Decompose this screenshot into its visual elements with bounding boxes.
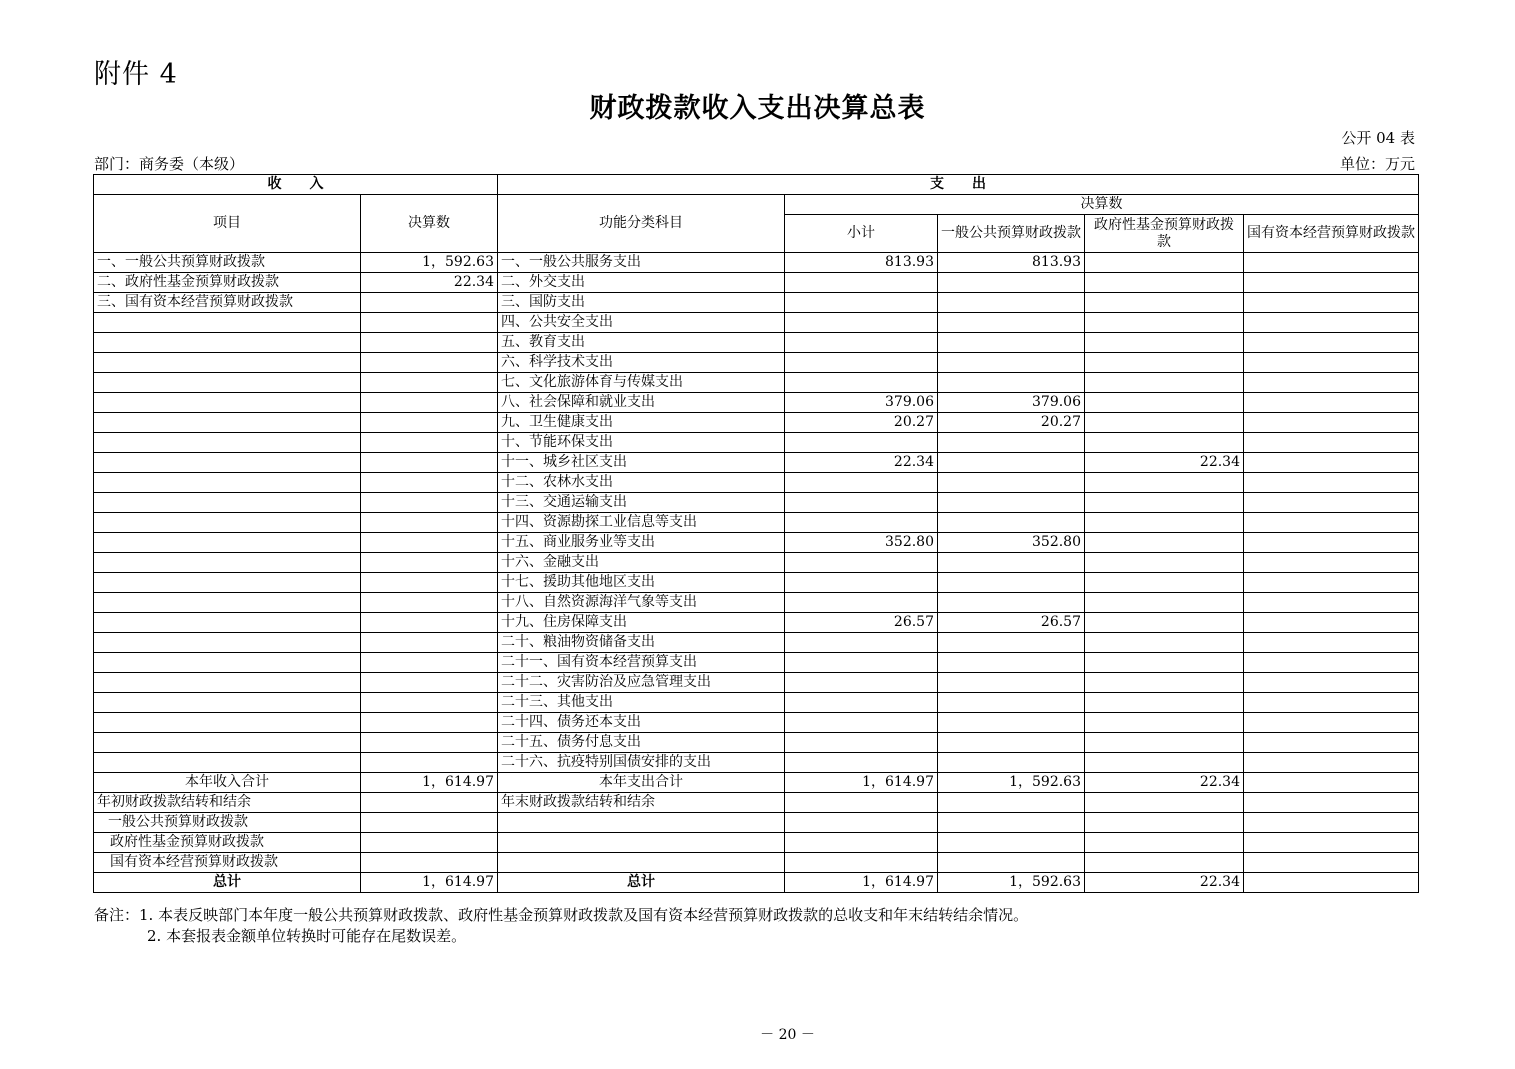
fund-budget-cell xyxy=(1085,413,1244,433)
subtotal-header: 小计 xyxy=(785,215,938,253)
general-budget-cell xyxy=(938,673,1085,693)
general-budget-cell xyxy=(938,373,1085,393)
carry-item-row xyxy=(94,853,1419,873)
state-capital-cell xyxy=(1244,393,1419,413)
income-amount-cell xyxy=(361,613,498,633)
income-item-cell xyxy=(94,693,361,713)
carry-income-amount xyxy=(361,793,498,813)
table-row xyxy=(94,473,1419,493)
table-row xyxy=(94,333,1419,353)
subtotal-cell xyxy=(785,573,938,593)
carry-item-subtotal xyxy=(785,813,938,833)
expense-item-cell: 十、节能环保支出 xyxy=(498,433,785,453)
general-budget-cell xyxy=(938,353,1085,373)
expense-item-cell: 二十二、灾害防治及应急管理支出 xyxy=(498,673,785,693)
carry-item-label: 政府性基金预算财政拨款 xyxy=(94,833,361,853)
grand-expense-total-label: 总计 xyxy=(498,873,785,893)
budget-table xyxy=(93,174,1419,893)
income-item-cell: 三、国有资本经营预算财政拨款 xyxy=(94,293,361,313)
income-amount-cell xyxy=(361,433,498,453)
fund-budget-header: 政府性基金预算财政拨款 xyxy=(1085,215,1244,253)
state-capital-cell xyxy=(1244,433,1419,453)
carry-item-state xyxy=(1244,853,1419,873)
income-amount-cell xyxy=(361,353,498,373)
subtotal-cell xyxy=(785,373,938,393)
expense-item-cell: 二十四、债务还本支出 xyxy=(498,713,785,733)
general-budget-cell xyxy=(938,753,1085,773)
carry-item-subtotal xyxy=(785,833,938,853)
income-amount-cell xyxy=(361,553,498,573)
fund-budget-cell xyxy=(1085,313,1244,333)
subtotal-cell xyxy=(785,653,938,673)
income-item-cell xyxy=(94,753,361,773)
subtotal-cell: 813.93 xyxy=(785,253,938,273)
income-item-cell xyxy=(94,733,361,753)
income-item-cell xyxy=(94,713,361,733)
carry-item-expense xyxy=(498,853,785,873)
attachment-label: 附件 4 xyxy=(94,59,178,90)
income-item-cell xyxy=(94,633,361,653)
income-item-cell xyxy=(94,313,361,333)
fund-budget-cell xyxy=(1085,733,1244,753)
income-amount-cell xyxy=(361,593,498,613)
income-amount-cell xyxy=(361,413,498,433)
state-capital-cell xyxy=(1244,513,1419,533)
expense-item-cell: 一、一般公共服务支出 xyxy=(498,253,785,273)
general-budget-cell xyxy=(938,493,1085,513)
fund-budget-cell: 22.34 xyxy=(1085,453,1244,473)
expense-item-cell: 八、社会保障和就业支出 xyxy=(498,393,785,413)
general-budget-cell: 379.06 xyxy=(938,393,1085,413)
expense-item-cell: 二十一、国有资本经营预算支出 xyxy=(498,653,785,673)
expense-item-cell: 二十三、其他支出 xyxy=(498,693,785,713)
expense-group-header: 支 出 xyxy=(498,175,1419,195)
carry-item-label: 一般公共预算财政拨款 xyxy=(94,813,361,833)
subtotal-cell xyxy=(785,713,938,733)
header-row-1 xyxy=(94,175,1419,195)
expense-item-cell: 二、外交支出 xyxy=(498,273,785,293)
carry-fund xyxy=(1085,793,1244,813)
year-subtotal-total: 1，614.97 xyxy=(785,773,938,793)
general-budget-cell xyxy=(938,313,1085,333)
fund-budget-cell xyxy=(1085,333,1244,353)
state-capital-cell xyxy=(1244,653,1419,673)
page-title: 财政拨款收入支出决算总表 xyxy=(589,93,926,124)
grand-income-total-amount: 1，614.97 xyxy=(361,873,498,893)
subtotal-cell: 20.27 xyxy=(785,413,938,433)
carry-item-expense xyxy=(498,813,785,833)
income-amount-cell xyxy=(361,653,498,673)
final-amount-header: 决算数 xyxy=(785,195,1419,215)
expense-item-cell: 六、科学技术支出 xyxy=(498,353,785,373)
income-amount-cell xyxy=(361,633,498,653)
state-capital-cell xyxy=(1244,353,1419,373)
carry-item-row xyxy=(94,833,1419,853)
year-expense-total-label: 本年支出合计 xyxy=(498,773,785,793)
general-budget-cell xyxy=(938,273,1085,293)
note-2: 2. 本套报表金额单位转换时可能存在尾数误差。 xyxy=(147,927,467,945)
income-item-cell xyxy=(94,393,361,413)
fund-budget-cell xyxy=(1085,253,1244,273)
grand-subtotal-total: 1，614.97 xyxy=(785,873,938,893)
table-row xyxy=(94,313,1419,333)
fund-budget-cell xyxy=(1085,593,1244,613)
income-item-cell xyxy=(94,453,361,473)
state-capital-cell xyxy=(1244,453,1419,473)
income-amount-cell xyxy=(361,313,498,333)
income-item-cell xyxy=(94,673,361,693)
carry-item-amount xyxy=(361,853,498,873)
header-row-2 xyxy=(94,195,1419,215)
subtotal-cell xyxy=(785,273,938,293)
income-item-cell xyxy=(94,573,361,593)
state-capital-cell xyxy=(1244,413,1419,433)
state-capital-cell xyxy=(1244,493,1419,513)
fund-budget-cell xyxy=(1085,673,1244,693)
income-item-cell xyxy=(94,333,361,353)
table-row xyxy=(94,633,1419,653)
fund-budget-cell xyxy=(1085,613,1244,633)
general-budget-cell xyxy=(938,593,1085,613)
fund-budget-cell xyxy=(1085,353,1244,373)
general-budget-cell xyxy=(938,293,1085,313)
income-amount-cell xyxy=(361,393,498,413)
subtotal-cell xyxy=(785,493,938,513)
income-group-header: 收 入 xyxy=(94,175,498,195)
income-amount-cell xyxy=(361,533,498,553)
carry-item-fund xyxy=(1085,853,1244,873)
income-amount-cell xyxy=(361,673,498,693)
table-row xyxy=(94,653,1419,673)
income-amount-cell xyxy=(361,733,498,753)
grand-general-total: 1，592.63 xyxy=(938,873,1085,893)
carry-item-amount xyxy=(361,813,498,833)
carry-item-state xyxy=(1244,813,1419,833)
income-item-cell xyxy=(94,493,361,513)
state-capital-header: 国有资本经营预算财政拨款 xyxy=(1244,215,1419,253)
expense-item-cell: 九、卫生健康支出 xyxy=(498,413,785,433)
state-capital-cell xyxy=(1244,273,1419,293)
general-budget-cell xyxy=(938,433,1085,453)
state-capital-cell xyxy=(1244,753,1419,773)
fund-budget-cell xyxy=(1085,433,1244,453)
state-capital-cell xyxy=(1244,253,1419,273)
func-header: 功能分类科目 xyxy=(498,195,785,253)
year-state-total xyxy=(1244,773,1419,793)
expense-item-cell: 七、文化旅游体育与传媒支出 xyxy=(498,373,785,393)
table-row xyxy=(94,533,1419,553)
general-budget-cell: 352.80 xyxy=(938,533,1085,553)
expense-item-cell: 十一、城乡社区支出 xyxy=(498,453,785,473)
carry-item-general xyxy=(938,813,1085,833)
income-item-cell: 一、一般公共预算财政拨款 xyxy=(94,253,361,273)
table-row xyxy=(94,493,1419,513)
subtotal-cell: 352.80 xyxy=(785,533,938,553)
fund-budget-cell xyxy=(1085,293,1244,313)
fund-budget-cell xyxy=(1085,493,1244,513)
subtotal-cell xyxy=(785,593,938,613)
income-amount-cell xyxy=(361,373,498,393)
income-amount-cell xyxy=(361,473,498,493)
income-item-cell xyxy=(94,553,361,573)
expense-item-cell: 十七、援助其他地区支出 xyxy=(498,573,785,593)
department-label: 部门：商务委（本级） xyxy=(94,155,245,173)
grand-fund-total: 22.34 xyxy=(1085,873,1244,893)
state-capital-cell xyxy=(1244,733,1419,753)
general-budget-cell: 26.57 xyxy=(938,613,1085,633)
income-item-cell xyxy=(94,653,361,673)
subtotal-cell xyxy=(785,693,938,713)
form-number: 公开 04 表 xyxy=(1341,129,1415,147)
subtotal-cell xyxy=(785,753,938,773)
general-budget-cell: 813.93 xyxy=(938,253,1085,273)
fund-budget-cell xyxy=(1085,513,1244,533)
expense-item-cell: 四、公共安全支出 xyxy=(498,313,785,333)
general-budget-cell xyxy=(938,633,1085,653)
carry-item-general xyxy=(938,833,1085,853)
fund-budget-cell xyxy=(1085,393,1244,413)
fund-budget-cell xyxy=(1085,653,1244,673)
income-amount-cell xyxy=(361,453,498,473)
general-budget-cell xyxy=(938,473,1085,493)
expense-item-cell: 十三、交通运输支出 xyxy=(498,493,785,513)
fund-budget-cell xyxy=(1085,533,1244,553)
state-capital-cell xyxy=(1244,573,1419,593)
table-row xyxy=(94,693,1419,713)
carry-general xyxy=(938,793,1085,813)
table-row xyxy=(94,573,1419,593)
general-budget-cell xyxy=(938,693,1085,713)
year-income-total-label: 本年收入合计 xyxy=(94,773,361,793)
carry-item-state xyxy=(1244,833,1419,853)
carry-item-fund xyxy=(1085,813,1244,833)
table-row xyxy=(94,373,1419,393)
table-row xyxy=(94,253,1419,273)
carry-state xyxy=(1244,793,1419,813)
general-budget-cell xyxy=(938,733,1085,753)
state-capital-cell xyxy=(1244,293,1419,313)
carry-item-label: 国有资本经营预算财政拨款 xyxy=(94,853,361,873)
table-row xyxy=(94,673,1419,693)
state-capital-cell xyxy=(1244,593,1419,613)
income-item-cell xyxy=(94,513,361,533)
income-amount-cell xyxy=(361,333,498,353)
year-general-total: 1，592.63 xyxy=(938,773,1085,793)
state-capital-cell xyxy=(1244,373,1419,393)
income-amount-cell xyxy=(361,493,498,513)
income-item-cell xyxy=(94,593,361,613)
income-amount-cell xyxy=(361,573,498,593)
expense-item-cell: 五、教育支出 xyxy=(498,333,785,353)
general-budget-cell xyxy=(938,713,1085,733)
state-capital-cell xyxy=(1244,713,1419,733)
state-capital-cell xyxy=(1244,533,1419,553)
subtotal-cell: 26.57 xyxy=(785,613,938,633)
state-capital-cell xyxy=(1244,633,1419,653)
expense-item-cell: 十九、住房保障支出 xyxy=(498,613,785,633)
general-budget-cell: 20.27 xyxy=(938,413,1085,433)
income-item-cell xyxy=(94,373,361,393)
subtotal-cell xyxy=(785,473,938,493)
table-row xyxy=(94,613,1419,633)
subtotal-cell xyxy=(785,293,938,313)
income-item-cell xyxy=(94,413,361,433)
subtotal-cell xyxy=(785,433,938,453)
fund-budget-cell xyxy=(1085,373,1244,393)
subtotal-cell xyxy=(785,553,938,573)
general-budget-cell xyxy=(938,333,1085,353)
fund-budget-cell xyxy=(1085,273,1244,293)
table-row xyxy=(94,713,1419,733)
income-item-cell xyxy=(94,353,361,373)
expense-item-cell: 三、国防支出 xyxy=(498,293,785,313)
income-item-cell xyxy=(94,433,361,453)
year-income-total-amount: 1，614.97 xyxy=(361,773,498,793)
carry-over-row xyxy=(94,793,1419,813)
expense-item-cell: 二十五、债务付息支出 xyxy=(498,733,785,753)
subtotal-cell: 379.06 xyxy=(785,393,938,413)
table-row xyxy=(94,433,1419,453)
carry-expense-label: 年末财政拨款结转和结余 xyxy=(498,793,785,813)
grand-total-row xyxy=(94,873,1419,893)
general-budget-header: 一般公共预算财政拨款 xyxy=(938,215,1085,253)
fund-budget-cell xyxy=(1085,473,1244,493)
income-amount-cell xyxy=(361,293,498,313)
year-total-row xyxy=(94,773,1419,793)
income-amount-cell xyxy=(361,753,498,773)
income-item-cell xyxy=(94,533,361,553)
income-amount-cell: 22.34 xyxy=(361,273,498,293)
fund-budget-cell xyxy=(1085,573,1244,593)
expense-item-cell: 十五、商业服务业等支出 xyxy=(498,533,785,553)
notes xyxy=(94,905,1028,947)
table-row xyxy=(94,593,1419,613)
carry-item-expense xyxy=(498,833,785,853)
table-row xyxy=(94,293,1419,313)
grand-income-total-label: 总计 xyxy=(94,873,361,893)
fund-budget-cell xyxy=(1085,693,1244,713)
carry-income-label: 年初财政拨款结转和结余 xyxy=(94,793,361,813)
state-capital-cell xyxy=(1244,553,1419,573)
fund-budget-cell xyxy=(1085,753,1244,773)
state-capital-cell xyxy=(1244,673,1419,693)
general-budget-cell xyxy=(938,513,1085,533)
general-budget-cell xyxy=(938,453,1085,473)
fund-budget-cell xyxy=(1085,713,1244,733)
fund-budget-cell xyxy=(1085,633,1244,653)
expense-item-cell: 十六、金融支出 xyxy=(498,553,785,573)
income-item-cell xyxy=(94,473,361,493)
expense-item-cell: 十八、自然资源海洋气象等支出 xyxy=(498,593,785,613)
carry-item-general xyxy=(938,853,1085,873)
table-row xyxy=(94,753,1419,773)
subtotal-cell xyxy=(785,633,938,653)
table-row xyxy=(94,353,1419,373)
subtotal-cell xyxy=(785,673,938,693)
table-row xyxy=(94,393,1419,413)
state-capital-cell xyxy=(1244,613,1419,633)
general-budget-cell xyxy=(938,573,1085,593)
state-capital-cell xyxy=(1244,693,1419,713)
year-fund-total: 22.34 xyxy=(1085,773,1244,793)
table-row xyxy=(94,513,1419,533)
carry-item-fund xyxy=(1085,833,1244,853)
income-item-cell xyxy=(94,613,361,633)
expense-item-cell: 十四、资源勘探工业信息等支出 xyxy=(498,513,785,533)
item-header: 项目 xyxy=(94,195,361,253)
income-amount-cell xyxy=(361,693,498,713)
income-item-cell: 二、政府性基金预算财政拨款 xyxy=(94,273,361,293)
page-number: － 20 － xyxy=(760,1027,815,1043)
carry-item-amount xyxy=(361,833,498,853)
note-1: 备注：1. 本表反映部门本年度一般公共预算财政拨款、政府性基金预算财政拨款及国有资本经营预算财政拨款的总收支和年末结转结余情况。 xyxy=(94,906,1029,924)
income-amount-cell xyxy=(361,713,498,733)
state-capital-cell xyxy=(1244,333,1419,353)
amount-header: 决算数 xyxy=(361,195,498,253)
table-row xyxy=(94,273,1419,293)
table-row xyxy=(94,733,1419,753)
carry-item-row xyxy=(94,813,1419,833)
subtotal-cell xyxy=(785,313,938,333)
income-amount-cell: 1，592.63 xyxy=(361,253,498,273)
carry-item-subtotal xyxy=(785,853,938,873)
general-budget-cell xyxy=(938,653,1085,673)
subtotal-cell xyxy=(785,333,938,353)
grand-state-total xyxy=(1244,873,1419,893)
expense-item-cell: 十二、农林水支出 xyxy=(498,473,785,493)
state-capital-cell xyxy=(1244,313,1419,333)
unit-label: 单位：万元 xyxy=(1339,155,1415,173)
subtotal-cell: 22.34 xyxy=(785,453,938,473)
subtotal-cell xyxy=(785,513,938,533)
subtotal-cell xyxy=(785,353,938,373)
carry-subtotal xyxy=(785,793,938,813)
state-capital-cell xyxy=(1244,473,1419,493)
subtotal-cell xyxy=(785,733,938,753)
table-row xyxy=(94,413,1419,433)
fund-budget-cell xyxy=(1085,553,1244,573)
table-row xyxy=(94,453,1419,473)
income-amount-cell xyxy=(361,513,498,533)
expense-item-cell: 二十六、抗疫特别国债安排的支出 xyxy=(498,753,785,773)
table-row xyxy=(94,553,1419,573)
expense-item-cell: 二十、粮油物资储备支出 xyxy=(498,633,785,653)
general-budget-cell xyxy=(938,553,1085,573)
